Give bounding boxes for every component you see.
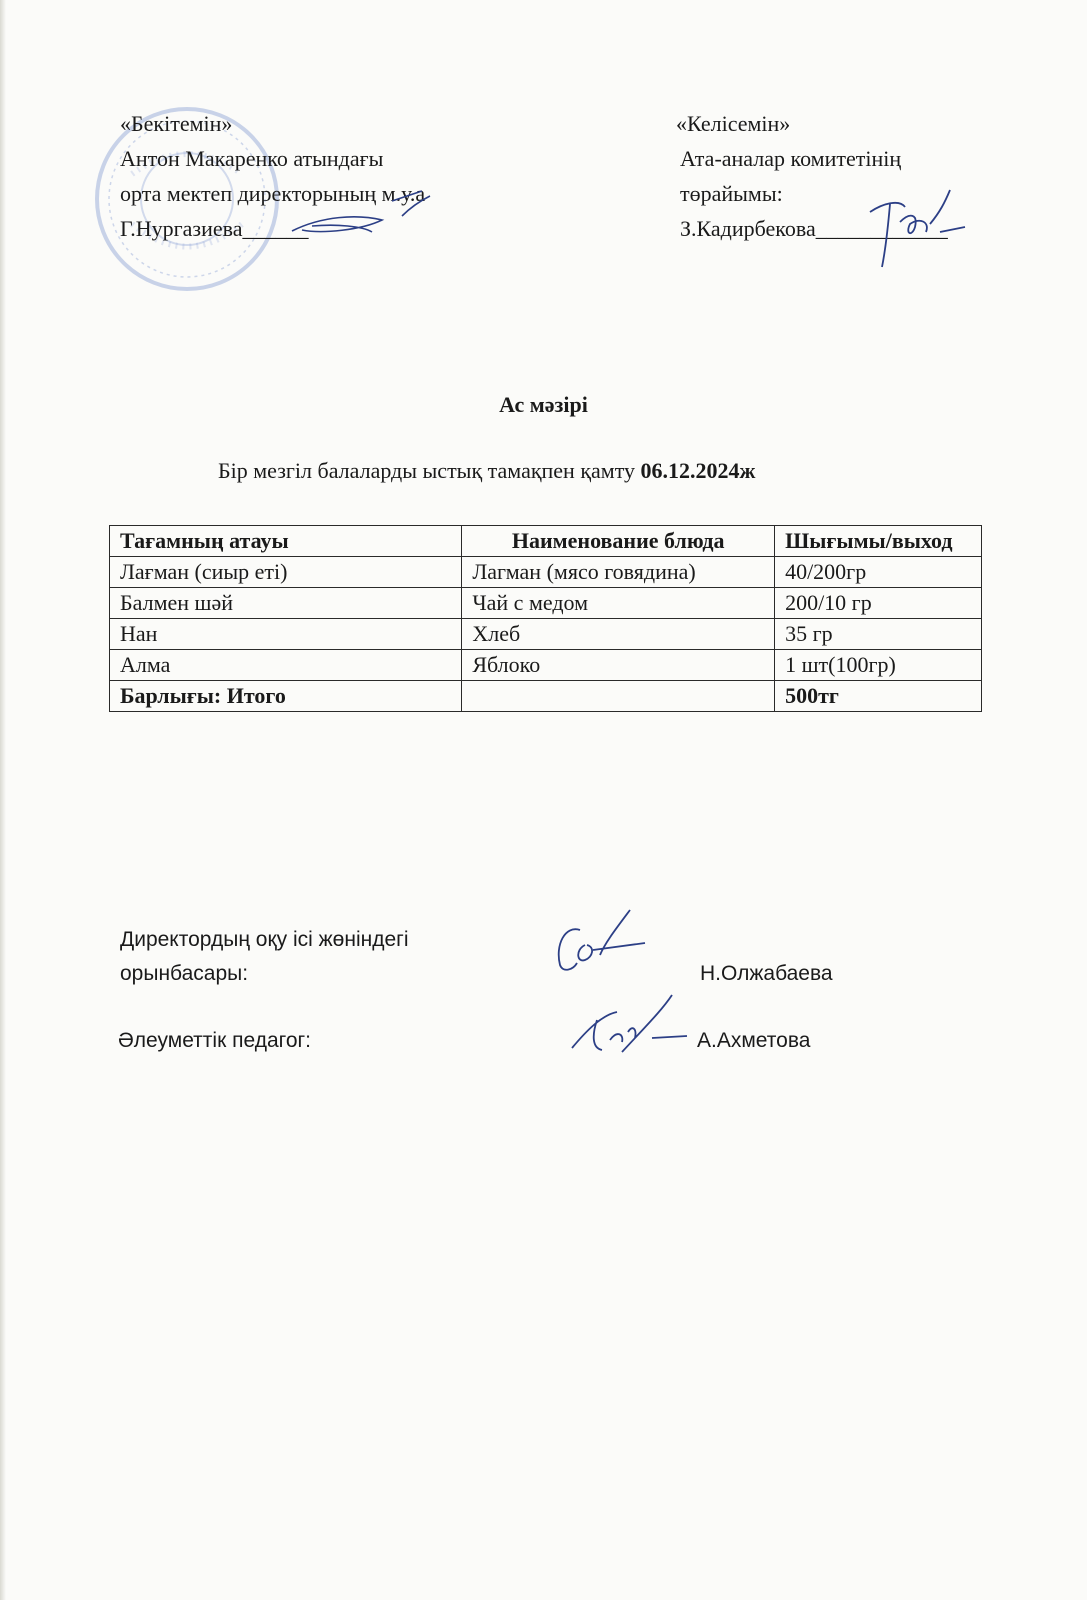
director-signature (262, 186, 442, 246)
table-cell: Яблоко (462, 650, 775, 681)
table-cell: Лагман (мясо говядина) (462, 557, 775, 588)
approve-signer: Г.Нургазиева (120, 216, 243, 241)
agree-line-1: Ата-аналар комитетінің (680, 146, 902, 171)
committee-signature (860, 182, 970, 272)
agree-sign-line: ____________ (815, 216, 948, 241)
pedagogue-signature (562, 990, 692, 1065)
table-cell: Чай с медом (462, 588, 775, 619)
subtitle (218, 458, 756, 484)
header-kazakh-name: Тағамның атауы (110, 526, 462, 557)
table-cell: 40/200гр (775, 557, 982, 588)
approve-line-1: Антон Макаренко атындағы (120, 146, 384, 171)
total-empty (462, 681, 775, 712)
agree-heading: «Келісемін» (676, 111, 791, 136)
table-row (110, 619, 982, 650)
menu-table (109, 525, 982, 712)
table-cell: Алма (110, 650, 462, 681)
page-title: Ас мәзірі (499, 392, 588, 417)
total-value: 500тг (775, 681, 982, 712)
subtitle-text: Бір мезгіл балаларды ыстық тамақпен қамту (218, 458, 641, 483)
table-total-row (110, 681, 982, 712)
header-output: Шығымы/выход (775, 526, 982, 557)
deputy-title-line-2: орынбасары: (120, 962, 249, 985)
table-cell: 1 шт(100гр) (775, 650, 982, 681)
deputy-name: Н.Олжабаева (700, 962, 833, 985)
table-cell: 35 гр (775, 619, 982, 650)
pedagogue-title: Әлеуметтік педагог: (118, 1029, 311, 1052)
table-cell: 200/10 гр (775, 588, 982, 619)
table-cell: Балмен шәй (110, 588, 462, 619)
table-row (110, 557, 982, 588)
table-cell: Нан (110, 619, 462, 650)
pedagogue-name: А.Ахметова (697, 1029, 811, 1052)
approve-heading: «Бекітемін» (120, 111, 233, 136)
table-row (110, 650, 982, 681)
scan-edge (0, 0, 6, 1600)
subtitle-date: 06.12.2024ж (640, 458, 756, 483)
total-label: Барлығы: Итого (110, 681, 462, 712)
agree-signer: З.Кадирбекова (680, 216, 816, 241)
approve-line-2: орта мектеп директорының м.у.а (120, 181, 426, 206)
header-russian-name: Наименование блюда (462, 526, 775, 557)
deputy-title-line-1: Директордың оқу ісі жөніндегі (120, 928, 409, 951)
approve-sign-line: ______ (242, 216, 309, 241)
table-row (110, 588, 982, 619)
table-cell: Хлеб (462, 619, 775, 650)
table-header-row (110, 526, 982, 557)
deputy-signature (545, 905, 660, 980)
table-cell: Лағман (сиыр еті) (110, 557, 462, 588)
agree-line-2: төрайымы: (680, 181, 783, 206)
